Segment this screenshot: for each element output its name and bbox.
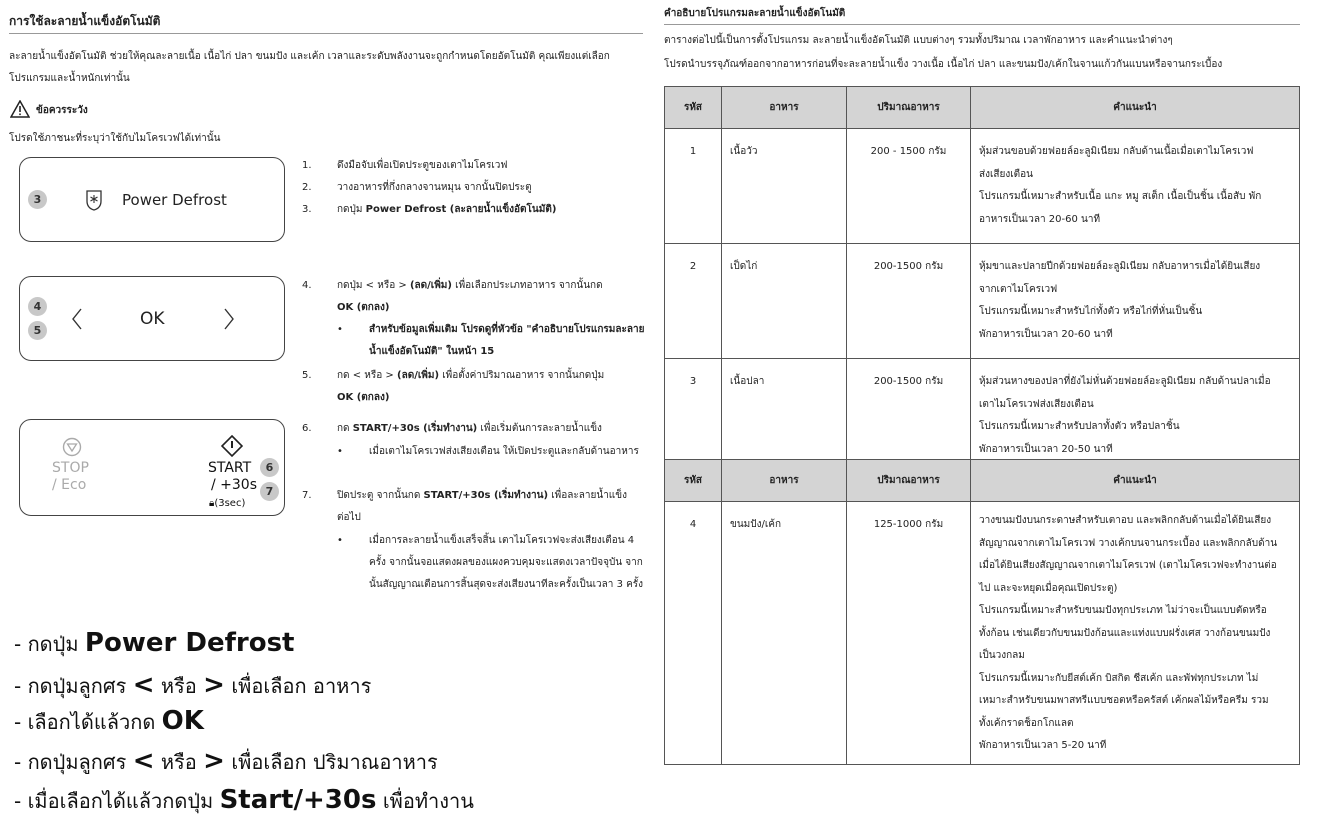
lock-label: (3sec) xyxy=(214,498,246,509)
food-cell: เนื้อปลา xyxy=(722,359,847,474)
right-intro-line: ตารางต่อไปนี้เป็นการตั้งโปรแกรม ละลายน้ำแข็งอัตโนมัติ แบบต่างๆ รวมทั้งปริมาณ เวลาพักอาหาร และคำแนะนำต่างๆ xyxy=(664,35,1173,46)
step-number: 7. xyxy=(302,490,312,501)
right-title: คำอธิบายโปรแกรมละลายน้ำแข็งอัตโนมัติ xyxy=(664,8,846,19)
start-button[interactable] xyxy=(208,460,257,494)
code-cell: 2 xyxy=(665,244,722,359)
table-row xyxy=(665,129,1300,244)
step-number: 2. xyxy=(302,182,312,193)
right-intro-line: โปรดนำบรรจุภัณฑ์ออกจากอาหารก่อนที่จะละลายน้ำแข็ง วางเนื้อ เนื้อไก่ ปลา และขนมปัง/เค้กในจานแก้วกันแบนหรือจานกระเบื้อง xyxy=(664,59,1223,70)
caution-text: โปรดใช้ภาชนะที่ระบุว่าใช้กับไมโครเวฟได้เท่านั้น xyxy=(9,133,221,144)
summary-line: - กดปุ่มลูกศร < หรือ > เพื่อเลือก ปริมาณอาหาร xyxy=(14,746,438,776)
advice-cell: หุ้มส่วนขอบด้วยฟอยล์อะลูมิเนียม กลับด้านเนื้อเมื่อเตาไมโครเวฟ ส่งเสียงเตือน โปรแกรมนี้เหมาะสำหรับเนื้อ แกะ หมู สเต็ก เนื้อเป็นชิ้น เนื้อสับ พัก อาหารเป็นเวลา 20-60 นาที xyxy=(971,129,1300,244)
col-advice: คำแนะนำ xyxy=(971,87,1300,129)
step-number: 4. xyxy=(302,280,312,291)
step-badge: 3 xyxy=(28,190,47,209)
food-cell: เป็ดไก่ xyxy=(722,244,847,359)
bullet-text: เมื่อการละลายน้ำแข็งเสร็จสิ้น เตาไมโครเวฟจะส่งเสียงเตือน 4 ครั้ง จากนั้นจอแสดงผลของแผงควบคุมจะแสดงเวลาปัจจุบัน จากนั้นสัญญาณเตือนการสิ้นสุดจะส่งเสียงนาทีละครั้งเป็นเวลา 3 ครั้ง xyxy=(369,535,644,590)
food-cell: ขนมปัง/เค้ก xyxy=(722,502,847,765)
code-cell: 4 xyxy=(665,502,722,765)
col-qty: ปริมาณอาหาร xyxy=(847,460,971,502)
step-badge: 4 xyxy=(28,297,47,316)
step-number: 3. xyxy=(302,204,312,215)
start-icon xyxy=(221,435,243,461)
qty-cell: 200-1500 กรัม xyxy=(847,244,971,359)
plus30-label: / +30s xyxy=(211,477,258,493)
step-badge: 7 xyxy=(260,482,279,501)
summary-line: - กดปุ่ม Power Defrost xyxy=(14,628,295,658)
qty-cell: 200 - 1500 กรัม xyxy=(847,129,971,244)
stop-icon xyxy=(62,437,82,461)
bullet-text: เมื่อเตาไมโครเวฟส่งเสียงเตือน ให้เปิดประตูและกลับด้านอาหาร xyxy=(369,446,639,457)
col-code: รหัส xyxy=(665,87,722,129)
step-text: กด < หรือ > (ลด/เพิ่ม) เพื่อตั้งค่าปริมาณอาหาร จากนั้นกดปุ่ม OK (ตกลง) xyxy=(337,370,605,403)
defrost-icon xyxy=(84,188,104,216)
power-defrost-button[interactable]: Power Defrost xyxy=(122,191,227,209)
step-text: กด START/+30s (เริ่มทำงาน) เพื่อเริ่มต้นการละลายน้ำแข็ง xyxy=(337,423,602,434)
caution-title: ข้อควรระวัง xyxy=(36,105,88,116)
ok-button[interactable]: OK xyxy=(140,309,165,329)
select-panel xyxy=(19,276,285,361)
right-arrow-button[interactable] xyxy=(222,307,236,335)
col-food: อาหาร xyxy=(722,460,847,502)
right-divider xyxy=(664,24,1300,25)
left-arrow-button[interactable] xyxy=(70,307,84,335)
eco-label: / Eco xyxy=(52,477,87,493)
advice-cell: หุ้มขาและปลายปีกด้วยฟอยล์อะลูมิเนียม กลับอาหารเมื่อได้ยินเสียง จากเตาไมโครเวฟ โปรแกรมนี้เหมาะสำหรับไก่ทั้งตัว หรือไก่ที่หั่นเป็นชิ้น พักอาหารเป็นเวลา 20-60 นาที xyxy=(971,244,1300,359)
step-text: วางอาหารที่กึ่งกลางจานหมุน จากนั้นปิดประตู xyxy=(337,182,532,193)
table-row xyxy=(665,359,1300,474)
col-code: รหัส xyxy=(665,460,722,502)
bullet: • xyxy=(337,324,343,335)
step-text: กดปุ่ม Power Defrost (ละลายน้ำแข็งอัตโนมัติ) xyxy=(337,204,557,215)
summary-line: - กดปุ่มลูกศร < หรือ > เพื่อเลือก อาหาร xyxy=(14,670,372,700)
summary-line: - เมื่อเลือกได้แล้วกดปุ่ม Start/+30s เพื่อทำงาน xyxy=(14,785,474,815)
step-text: ปิดประตู จากนั้นกด START/+30s (เริ่มทำงาน) เพื่อละลายน้ำแข็ง ต่อไป xyxy=(337,490,627,523)
bullet: • xyxy=(337,535,343,546)
food-cell: เนื้อวัว xyxy=(722,129,847,244)
summary-line: - เลือกได้แล้วกด OK xyxy=(14,706,204,736)
bullet: • xyxy=(337,446,343,457)
step-number: 1. xyxy=(302,160,312,171)
program-table-1 xyxy=(664,86,1300,474)
step-text: ดึงมือจับเพื่อเปิดประตูของเตาไมโครเวฟ xyxy=(337,160,508,171)
code-cell: 1 xyxy=(665,129,722,244)
lock-hint xyxy=(209,498,245,509)
start-stop-panel xyxy=(19,419,285,516)
page-title: การใช้ละลายน้ำแข็งอัตโนมัติ xyxy=(9,14,161,28)
code-cell: 3 xyxy=(665,359,722,474)
bullet-text: สำหรับข้อมูลเพิ่มเติม โปรดดูที่หัวข้อ "คำอธิบายโปรแกรมละลายน้ำแข็งอัตโนมัติ" ในหน้า 15 xyxy=(369,324,645,357)
col-advice: คำแนะนำ xyxy=(971,460,1300,502)
table-row xyxy=(665,244,1300,359)
stop-eco-button[interactable] xyxy=(52,460,89,494)
col-qty: ปริมาณอาหาร xyxy=(847,87,971,129)
warning-icon xyxy=(10,100,30,122)
lock-icon: 🔒︎ xyxy=(209,498,215,509)
step-badge: 6 xyxy=(260,458,279,477)
qty-cell: 125-1000 กรัม xyxy=(847,502,971,765)
advice-cell: วางขนมปังบนกระดาษสำหรับเตาอบ และพลิกกลับด้านเมื่อได้ยินเสียง สัญญาณจากเตาไมโครเวฟ วางเค้กบนจานกระเบื้อง และพลิกกลับด้าน เมื่อได้ยินเสียงสัญญาณจากเตาไมโครเวฟ (เตาไมโครเวฟจะทำงานต่อ ไป และจะหยุดเมื่อคุณเปิดประตู) โปรแกรมนี้เหมาะสำหรับขนมปังทุกประเภท ไม่ว่าจะเป็นแบบตัดหรือ ทั้งก้อน เช่นเดียวกับขนมปังก้อนและแท่งแบบฝรั่งเศส วางก้อนขนมปัง เป็นวงกลม โปรแกรมนี้เหมาะกับยีสต์เค้ก บิสกิต ชีสเค้ก และพัฟทุกประเภท ไม่ เหมาะสำหรับขนมพาสทรีแบบชอตหรือครัสต์ เค้กผลไม้หรือครีม รวม ทั้งเค้กราดช็อกโกแลต พักอาหารเป็นเวลา 5-20 นาที xyxy=(971,502,1300,765)
power-defrost-panel xyxy=(19,157,285,242)
step-number: 5. xyxy=(302,370,312,381)
step-number: 6. xyxy=(302,423,312,434)
title-divider xyxy=(9,33,643,34)
stop-label: STOP xyxy=(52,460,89,476)
col-food: อาหาร xyxy=(722,87,847,129)
program-table-2 xyxy=(664,459,1300,765)
advice-cell: หุ้มส่วนหางของปลาที่ยังไม่หั่นด้วยฟอยล์อะลูมิเนียม กลับด้านปลาเมื่อ เตาไมโครเวฟส่งเสียงเตือน โปรแกรมนี้เหมาะสำหรับปลาทั้งตัว หรือปลาชิ้น พักอาหารเป็นเวลา 20-50 นาที xyxy=(971,359,1300,474)
start-label: START xyxy=(208,460,252,476)
table-row xyxy=(665,502,1300,765)
step-text: กดปุ่ม < หรือ > (ลด/เพิ่ม) เพื่อเลือกประเภทอาหาร จากนั้นกด OK (ตกลง) xyxy=(337,280,603,313)
qty-cell: 200-1500 กรัม xyxy=(847,359,971,474)
intro-text: ละลายน้ำแข็งอัตโนมัติ ช่วยให้คุณละลายเนื้อ เนื้อไก่ ปลา ขนมปัง และเค้ก เวลาและระดับพลังงานจะถูกกำหนดโดยอัตโนมัติ คุณเพียงแต่เลือกโปรแกรมและน้ำหนักเท่านั้น xyxy=(9,51,610,84)
step-badge: 5 xyxy=(28,321,47,340)
